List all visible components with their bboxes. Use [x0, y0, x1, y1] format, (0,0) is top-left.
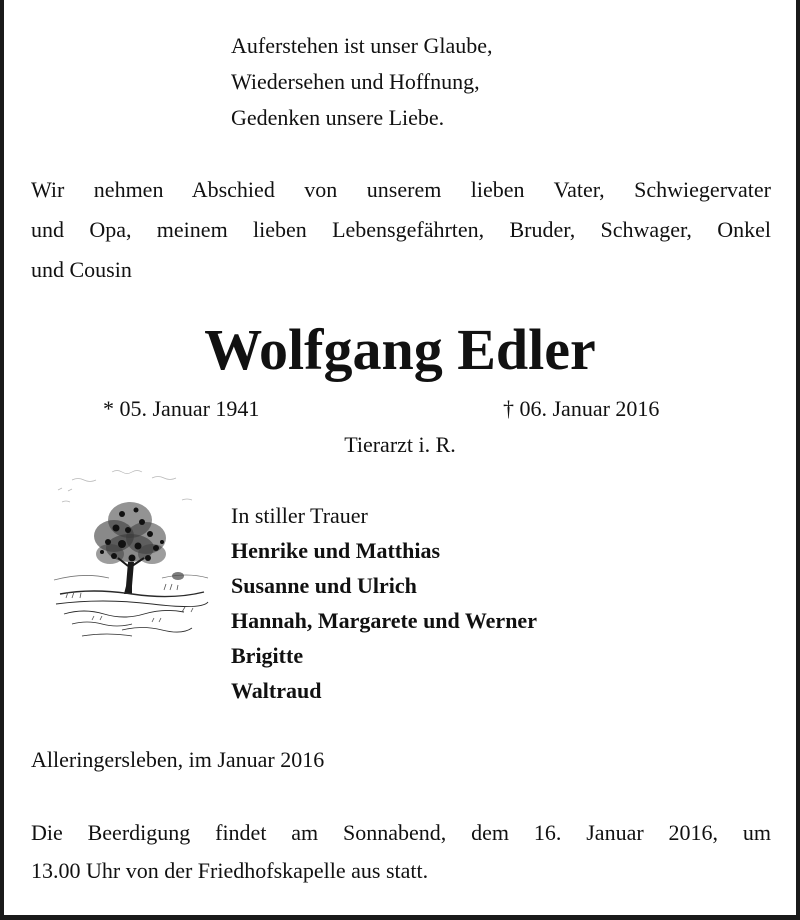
mourner-name: Susanne und Ulrich — [231, 573, 417, 598]
funeral-notice — [31, 814, 771, 890]
intro-paragraph — [31, 170, 771, 290]
intro-line: Wir nehmen Abschied von unserem lieben Vater, Schwiegervater — [31, 177, 771, 202]
frame-bottom-border — [0, 915, 800, 920]
frame-right-border — [796, 0, 800, 920]
mourning-heading: In stiller Trauer — [231, 503, 368, 528]
funeral-line: Die Beerdigung findet am Sonnabend, dem 16. Januar 2016, um — [31, 820, 771, 845]
tree-landscape-sketch-icon — [52, 462, 210, 646]
frame-left-border — [0, 0, 4, 920]
mourner-name: Waltraud — [231, 678, 322, 703]
poem-verse — [231, 28, 492, 136]
place-and-date: Alleringersleben, im Januar 2016 — [31, 747, 325, 772]
poem-line: Gedenken unsere Liebe. — [231, 105, 445, 130]
birth-date: * 05. Januar 1941 — [103, 396, 260, 421]
poem-line: Auferstehen ist unser Glaube, — [231, 33, 493, 58]
mourner-name: Brigitte — [231, 643, 304, 668]
poem-line: Wiedersehen und Hoffnung, — [231, 69, 480, 94]
deceased-name: Wolfgang Edler — [204, 317, 596, 382]
profession: Tierarzt i. R. — [344, 432, 456, 457]
mourners-list — [231, 498, 537, 708]
death-date: † 06. Januar 2016 — [503, 396, 660, 421]
intro-line: und Opa, meinem lieben Lebensgefährten, Bruder, Schwager, Onkel — [31, 217, 771, 242]
mourner-name: Hannah, Margarete und Werner — [231, 608, 537, 633]
mourner-name: Henrike und Matthias — [231, 538, 441, 563]
intro-line: und Cousin — [31, 257, 132, 282]
funeral-line: 13.00 Uhr von der Friedhofskapelle aus statt. — [31, 858, 429, 883]
